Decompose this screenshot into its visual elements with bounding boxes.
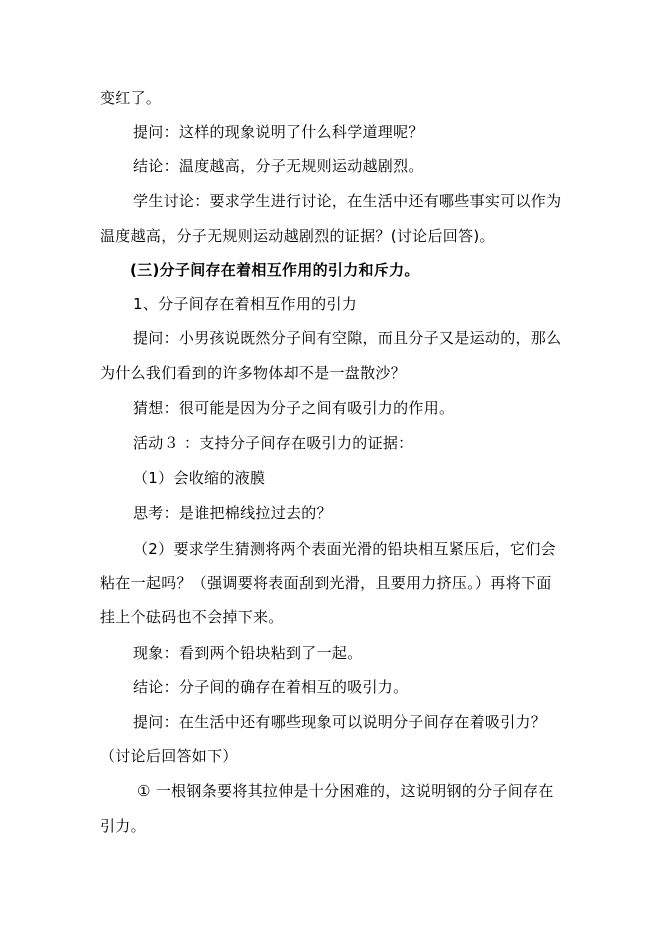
paragraph-line: 挂上个砝码也不会掉下来。 <box>100 608 284 626</box>
section-heading: (三)分子间存在着相互作用的引力和斥力。 <box>130 261 420 279</box>
paragraph-line: 为什么我们看到的许多物体却不是一盘散沙？ <box>100 364 407 382</box>
paragraph-line: 结论：温度越高，分子无规则运动越剧烈。 <box>133 157 424 175</box>
paragraph-line: 变红了。 <box>100 89 162 107</box>
subsection-heading: 1、分子间存在着相互作用的引力 <box>133 295 358 313</box>
paragraph-line: ① 一根钢条要将其拉伸是十分困难的，这说明钢的分子间存在 <box>137 782 554 800</box>
paragraph-line: （1）会收缩的液膜 <box>133 469 266 487</box>
paragraph-line: 提问：这样的现象说明了什么科学道理呢？ <box>133 123 424 141</box>
paragraph-line: 引力。 <box>100 817 146 835</box>
paragraph-line: 活动３ ：支持分子间存在吸引力的证据： <box>133 434 414 452</box>
paragraph-line: 学生讨论：要求学生进行讨论，在生活中还有哪些事实可以作为 <box>133 192 562 210</box>
paragraph-line: （2）要求学生猜测将两个表面光滑的铅块相互紧压后，它们会 <box>133 540 556 558</box>
paragraph-line: 粘在一起吗？（强调要将表面刮到光滑，且要用力挤压。）再将下面 <box>100 574 552 592</box>
paragraph-line: 提问：小男孩说既然分子间有空隙，而且分子又是运动的，那么 <box>133 329 562 347</box>
paragraph-line: 提问：在生活中还有哪些现象可以说明分子间存在着吸引力？ <box>133 713 547 731</box>
paragraph-line: （讨论后回答如下） <box>100 747 238 765</box>
paragraph-line: 猜想：很可能是因为分子之间有吸引力的作用。 <box>133 399 455 417</box>
paragraph-line: 现象：看到两个铅块粘到了一起。 <box>133 644 363 662</box>
paragraph-line: 思考：是谁把棉线拉过去的？ <box>133 504 332 522</box>
paragraph-line: 结论：分子间的确存在着相互的吸引力。 <box>133 678 409 696</box>
paragraph-line: 温度越高，分子无规则运动越剧烈的证据？(讨论后回答)。 <box>100 227 495 245</box>
